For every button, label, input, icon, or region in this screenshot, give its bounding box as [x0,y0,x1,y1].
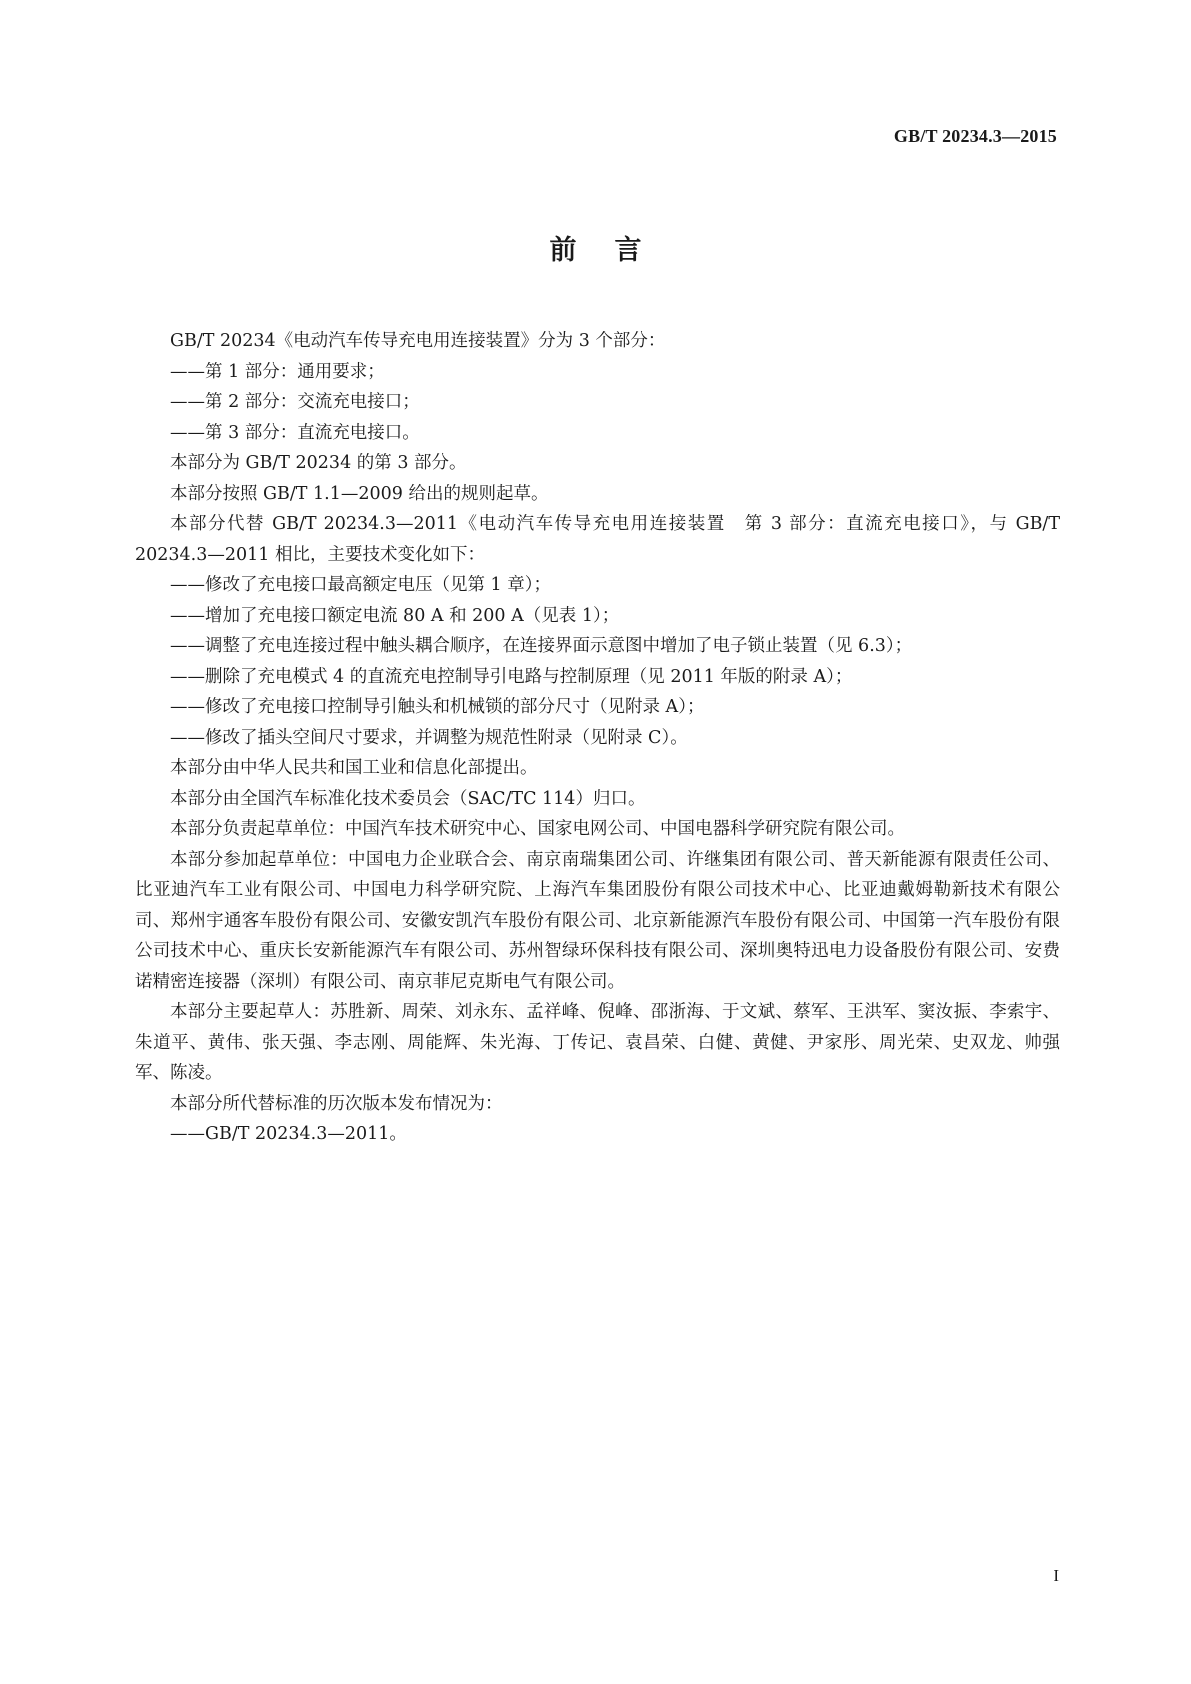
paragraph: 本部分负责起草单位：中国汽车技术研究中心、国家电网公司、中国电器科学研究院有限公司。 [170,819,905,839]
standard-number: GB/T 20234.3—2015 [893,126,1057,146]
list-item: ——删除了充电模式 4 的直流充电控制导引电路与控制原理（见 2011 年版的附录 A）； [170,666,853,687]
list-item: ——修改了充电接口控制导引触头和机械锁的部分尺寸（见附录 A）； [170,697,705,717]
list-item: ——第 1 部分：通用要求； [170,361,385,382]
paragraph: 本部分主要起草人：苏胜新、周荣、刘永东、孟祥峰、倪峰、邵浙海、于文斌、蔡军、王洪军、窦汝振、李索宇、朱道平、黄伟、张天强、李志刚、周能辉、朱光海、丁传记、袁昌荣、白健、黄健、尹家彤、周光荣、史双龙、帅强军、陈凌。 [135,1002,1060,1083]
list-item: ——修改了充电接口最高额定电压（见第 1 章）； [170,575,552,595]
foreword-body [135,326,1060,1150]
list-item: ——增加了充电接口额定电流 80 A 和 200 A（见表 1）； [170,605,620,626]
list-item: ——调整了充电连接过程中触头耦合顺序，在连接界面示意图中增加了电子锁止装置（见 6.3）； [170,636,913,656]
paragraph: GB/T 20234《电动汽车传导充电用连接装置》分为 3 个部分： [170,331,666,351]
page-number: I [1053,1566,1059,1585]
paragraph: 本部分所代替标准的历次版本发布情况为： [170,1093,503,1114]
paragraph: 本部分由全国汽车标准化技术委员会（SAC/TC 114）归口。 [170,788,646,809]
paragraph: 本部分由中华人民共和国工业和信息化部提出。 [170,758,538,778]
page-title: 前言 [549,235,680,266]
paragraph: 本部分按照 GB/T 1.1—2009 给出的规则起草。 [170,483,549,504]
list-item: ——第 3 部分：直流充电接口。 [170,422,420,443]
paragraph: 本部分代替 GB/T 20234.3—2011《电动汽车传导充电用连接装置 第 3 部分：直流充电接口》，与 GB/T 20234.3—2011 相比，主要技术变化如下： [135,514,1060,565]
list-item: ——第 2 部分：交流充电接口； [170,392,420,412]
paragraph: 本部分参加起草单位：中国电力企业联合会、南京南瑞集团公司、许继集团有限公司、普天新能源有限责任公司、比亚迪汽车工业有限公司、中国电力科学研究院、上海汽车集团股份有限公司技术中心、比亚迪戴姆勒新技术有限公司、郑州宇通客车股份有限公司、安徽安凯汽车股份有限公司、北京新能源汽车股份有限公司、中国第一汽车股份有限公司技术中心、重庆长安新能源汽车有限公司、苏州智绿环保科技有限公司、深圳奥特迅电力设备股份有限公司、安费诺精密连接器（深圳）有限公司、南京菲尼克斯电气有限公司。 [135,849,1060,992]
list-item: ——修改了插头空间尺寸要求，并调整为规范性附录（见附录 C）。 [170,727,688,748]
paragraph: 本部分为 GB/T 20234 的第 3 部分。 [170,453,467,473]
list-item: ——GB/T 20234.3—2011。 [170,1124,407,1144]
